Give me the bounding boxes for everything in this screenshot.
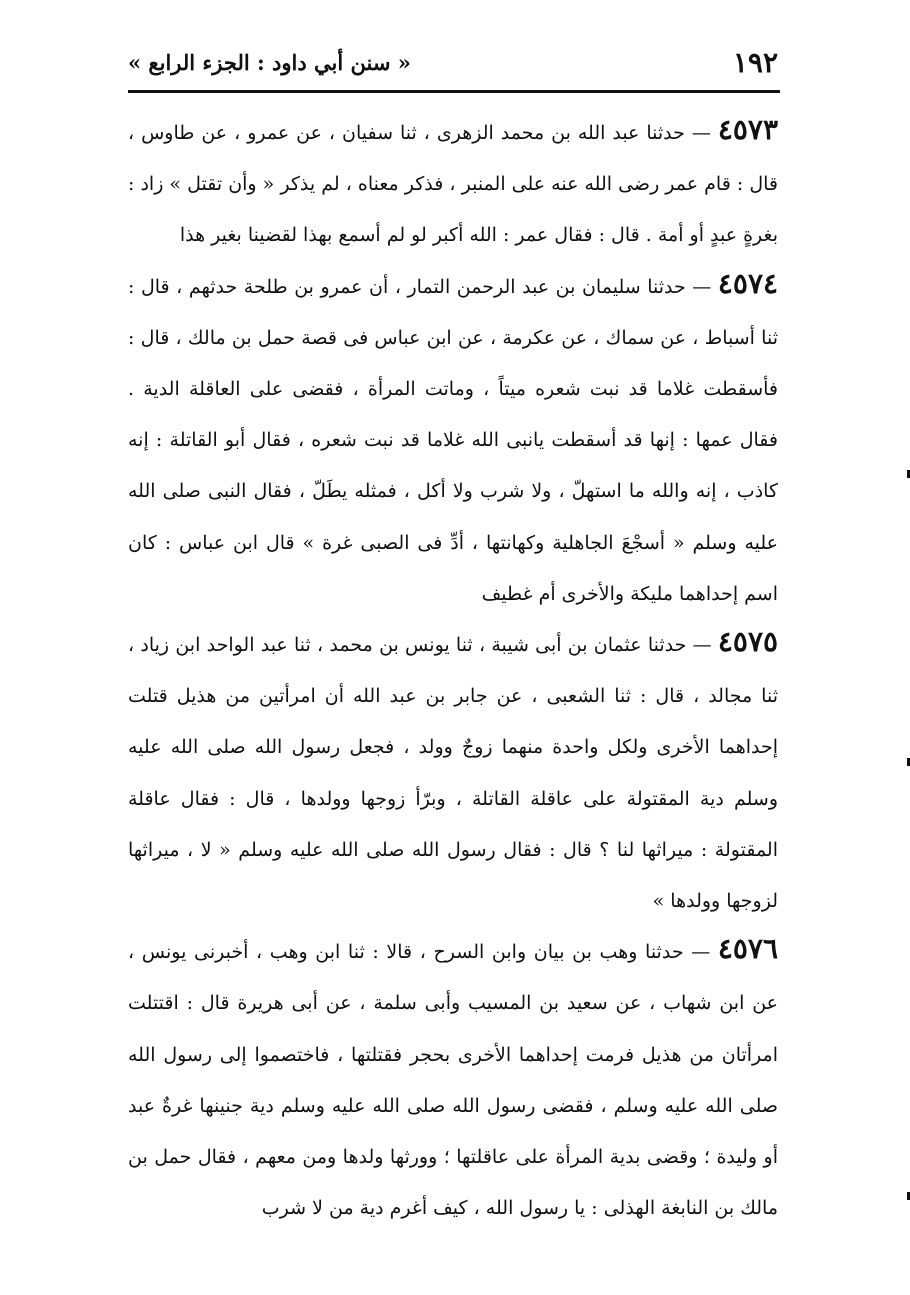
hadith-4576 [128, 927, 778, 1234]
hadith-number: ٤٥٧٥ [717, 625, 779, 659]
hadith-text: حدثنا عثمان بن أبى شيبة ، ثنا يونس بن محمد ، ثنا عبد الواحد ابن زياد ، ثنا مجالد ، قال : ثنا الشعبى ، عن جابر بن عبد الله أن امرأتين من هذيل قتلت إحداهما الأخرى ولكل واحدة منهما زوجٌ وولد ، فجعل رسول الله صلى الله عليه وسلم دية المقتولة على عاقلة القاتلة ، وبرّأ زوجها وولدها ، قال : فقال عاقلة المقتولة : ميراثها لنا ؟ قال : فقال رسول الله صلى الله عليه وسلم « لا ، ميراثها لزوجها وولدها » [128, 634, 778, 913]
hadith-number: ٤٥٧٦ [717, 932, 778, 966]
hadith-text: حدثنا وهب بن بيان وابن السرح ، قالا : ثنا ابن وهب ، أخبرنى يونس ، عن ابن شهاب ، عن سعيد بن المسيب وأبى سلمة ، عن أبى هريرة قال : اقتتلت امرأتان من هذيل فرمت إحداهما الأخرى بحجر فقتلتها ، فاختصموا إلى رسول الله صلى الله عليه وسلم ، فقضى رسول الله صلى الله عليه وسلم دية جنينها غرةٌ عبد أو وليدة ؛ وقضى بدية المرأة على عاقلتها ؛ وورثها ولدها ومن معهم ، فقال حمل بن مالك بن النابغة الهذلى : يا رسول الله ، كيف أغرم دية من لا شرب [128, 941, 778, 1220]
hadith-4574 [128, 262, 778, 620]
hadith-number: ٤٥٧٤ [717, 266, 779, 300]
hadith-number: ٤٥٧٣ [717, 113, 778, 146]
hadith-dash: — [683, 941, 711, 964]
hadith-dash: — [684, 122, 711, 144]
header-rule [128, 90, 780, 93]
hadith-4573 [128, 108, 778, 262]
running-title: « سنن أبي داود : الجزء الرابع » [128, 49, 411, 75]
hadith-text-body [128, 108, 778, 1234]
page-number: ١٩٢ [732, 45, 778, 79]
hadith-dash: — [685, 275, 712, 298]
page-header [128, 42, 778, 82]
hadith-4575 [128, 620, 778, 927]
hadith-text: حدثنا عبد الله بن محمد الزهرى ، ثنا سفيان ، عن عمرو ، عن طاوس ، قال : قام عمر رضى الله عنه على المنبر ، فذكر معناه ، لم يذكر « وأن تقتل » زاد : بغرةٍ عبدٍ أو أمة . قال : فقال عمر : الله أكبر لو لم أسمع بهذا لقضينا بغير هذا [128, 122, 778, 247]
hadith-text: حدثنا سليمان بن عبد الرحمن التمار ، أن عمرو بن طلحة حدثهم ، قال : ثنا أسباط ، عن سماك ، عن عكرمة ، عن ابن عباس فى قصة حمل بن مالك ، قال : فأسقطت غلاما قد نبت شعره ميتاً ، وماتت المرأة ، فقضى على العاقلة الدية . فقال عمها : إنها قد أسقطت يانبى الله غلاما قد نبت شعره ، فقال أبو القاتلة : إنه كاذب ، إنه والله ما استهلّ ، ولا شرب ولا أكل ، فمثله يطَلّ ، فقال النبى صلى الله عليه وسلم « أسجْعَ الجاهلية وكهانتها ، أدِّ فى الصبى غرة » قال ابن عباس : كان اسم إحداهما مليكة والأخرى أم غطيف [128, 275, 778, 605]
hadith-dash: — [686, 634, 712, 657]
